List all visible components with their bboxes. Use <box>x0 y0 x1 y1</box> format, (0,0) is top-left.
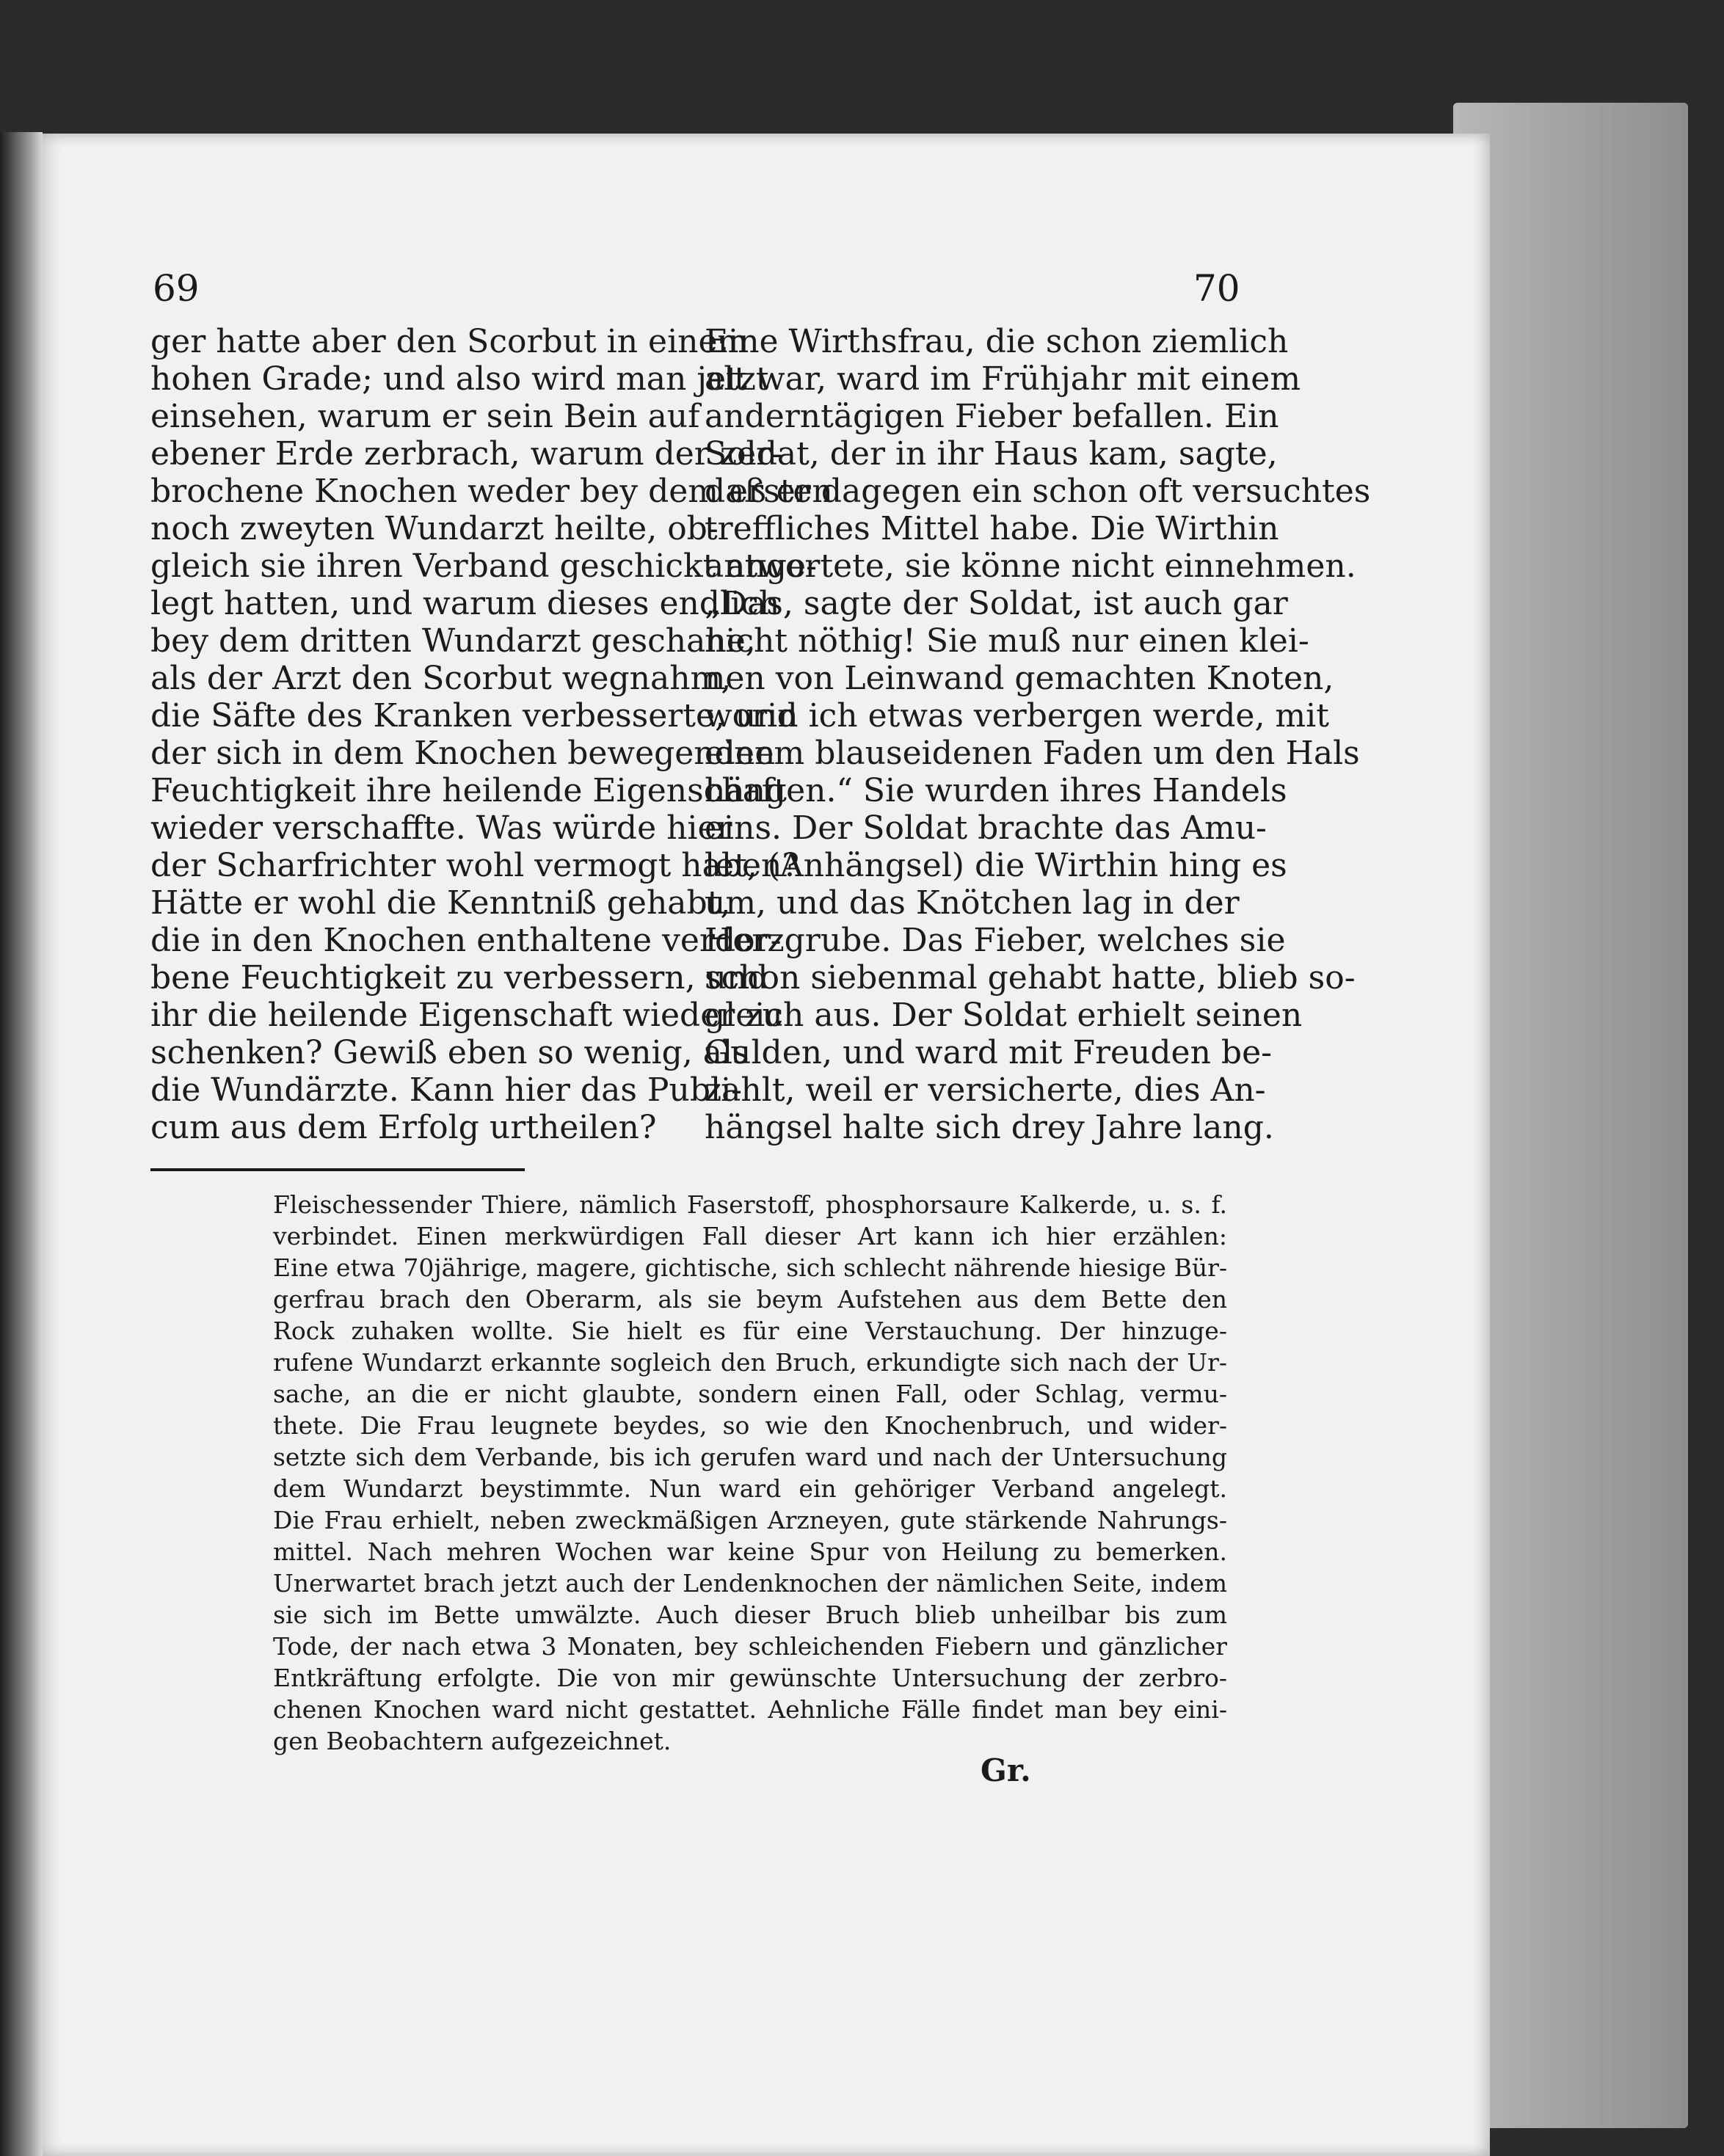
text-line: brochene Knochen weder bey dem ersten <box>150 473 833 510</box>
footnote-line: Entkräftung erfolgte. Die von mir gewünschte Untersuchung der zerbro- <box>273 1664 1227 1692</box>
text-line: treffliches Mittel habe. Die Wirthin <box>705 510 1279 547</box>
left-column <box>150 323 833 1146</box>
text-line: hängen.“ Sie wurden ihres Handels <box>705 772 1287 809</box>
text-line: die Wundärzte. Kann hier das Publi- <box>150 1071 743 1109</box>
text-line: hängsel halte sich drey Jahre lang. <box>705 1109 1274 1146</box>
text-line: die in den Knochen enthaltene verdor- <box>150 922 782 959</box>
footnote-line: Rock zuhaken wollte. Sie hielt es für eine Verstauchung. Der hinzuge- <box>273 1316 1227 1345</box>
text-line: cum aus dem Erfolg urtheilen? <box>150 1109 657 1146</box>
text-line: legt hatten, und warum dieses endlich <box>150 585 780 622</box>
text-line: schenken? Gewiß eben so wenig, als <box>150 1034 749 1071</box>
text-line: „Das, sagte der Soldat, ist auch gar <box>705 585 1288 622</box>
text-line: schon siebenmal gehabt hatte, blieb so- <box>705 959 1356 997</box>
footnote-line: Tode, der nach etwa 3 Monaten, bey schleichenden Fiebern und gänzlicher <box>273 1632 1227 1661</box>
text-line: nicht nöthig! Sie muß nur einen klei- <box>705 622 1309 660</box>
footnote-line: gen Beobachtern aufgezeichnet. <box>273 1727 672 1755</box>
text-line: eins. Der Soldat brachte das Amu- <box>705 809 1267 847</box>
footnote-line: mittel. Nach mehren Wochen war keine Spur von Heilung zu bemerken. <box>273 1537 1227 1566</box>
text-line: ger hatte aber den Scorbut in einem <box>150 323 749 360</box>
text-line: nen von Leinwand gemachten Knoten, <box>705 660 1334 697</box>
text-line: einem blauseidenen Faden um den Hals <box>705 735 1360 772</box>
text-line: Herzgrube. Das Fieber, welches sie <box>705 922 1286 959</box>
text-line: hohen Grade; und also wird man jetzt <box>150 360 769 398</box>
text-line: als der Arzt den Scorbut wegnahm, <box>150 660 732 697</box>
text-line: der sich in dem Knochen bewegenden <box>150 735 776 772</box>
footnote-line: sie sich im Bette umwälzte. Auch dieser Bruch blieb unheilbar bis zum <box>273 1600 1227 1629</box>
text-line: wieder verschaffte. Was würde hier <box>150 809 732 847</box>
text-line: Hätte er wohl die Kenntniß gehabt, <box>150 884 731 922</box>
text-line: daß er dagegen ein schon oft versuchtes <box>705 473 1371 510</box>
footnote-rule <box>150 1168 525 1171</box>
text-line: antwortete, sie könne nicht einnehmen. <box>705 547 1356 585</box>
footnote-line: setzte sich dem Verbande, bis ich gerufen ward und nach der Untersuchung <box>273 1443 1227 1471</box>
text-line: bene Feuchtigkeit zu verbessern, und <box>150 959 768 997</box>
footnote-line: verbindet. Einen merkwürdigen Fall dieser Art kann ich hier erzählen: <box>273 1222 1227 1250</box>
binding-edge <box>0 132 43 2156</box>
footnote-line: Eine etwa 70jährige, magere, gichtische, sich schlecht nährende hiesige Bür- <box>273 1253 1227 1282</box>
text-line: der Scharfrichter wohl vermogt haben? <box>150 847 799 884</box>
text-line: alt war, ward im Frühjahr mit einem <box>705 360 1301 398</box>
footnote-line: Fleischessender Thiere, nämlich Faserstoff, phosphorsaure Kalkerde, u. s. f. <box>273 1190 1227 1219</box>
text-line: Eine Wirthsfrau, die schon ziemlich <box>705 323 1289 360</box>
footnote-line: gerfrau brach den Oberarm, als sie beym Aufstehen aus dem Bette den <box>273 1285 1227 1314</box>
footnote <box>273 1189 1227 1757</box>
footnote-line: sache, an die er nicht glaubte, sondern einen Fall, oder Schlag, vermu- <box>273 1380 1227 1408</box>
text-line: Gulden, und ward mit Freuden be- <box>705 1034 1272 1071</box>
text-line: noch zweyten Wundarzt heilte, ob- <box>150 510 719 547</box>
footnote-line: Unerwartet brach jetzt auch der Lendenknochen der nämlichen Seite, indem <box>273 1569 1227 1598</box>
text-line: Feuchtigkeit ihre heilende Eigenschaft <box>150 772 787 809</box>
author-signature: Gr. <box>981 1752 1031 1788</box>
text-line: bey dem dritten Wundarzt geschahe, <box>150 622 756 660</box>
text-line: zahlt, weil er versicherte, dies An- <box>705 1071 1266 1109</box>
text-line: einsehen, warum er sein Bein auf <box>150 398 700 435</box>
text-line: worin ich etwas verbergen werde, mit <box>705 697 1329 735</box>
text-line: Soldat, der in ihr Haus kam, sagte, <box>705 435 1278 473</box>
text-line: um, und das Knötchen lag in der <box>705 884 1240 922</box>
text-line: let, (Anhängsel) die Wirthin hing es <box>705 847 1287 884</box>
footnote-line: dem Wundarzt beystimmte. Nun ward ein gehöriger Verband angelegt. <box>273 1474 1227 1503</box>
text-line: gleich sie ihren Verband geschickt ange- <box>150 547 817 585</box>
text-line: gleich aus. Der Soldat erhielt seinen <box>705 997 1303 1034</box>
text-line: ebener Erde zerbrach, warum der zer- <box>150 435 782 473</box>
footnote-line: Die Frau erhielt, neben zweckmäßigen Arzneyen, gute stärkende Nahrungs- <box>273 1506 1227 1534</box>
page-number-right: 70 <box>1193 267 1240 310</box>
page-number-left: 69 <box>153 267 200 310</box>
footnote-line: thete. Die Frau leugnete beydes, so wie den Knochenbruch, und wider- <box>273 1411 1227 1440</box>
text-line: die Säfte des Kranken verbesserte, und <box>150 697 798 735</box>
text-line: ihr die heilende Eigenschaft wieder zu <box>150 997 783 1034</box>
footnote-line: rufene Wundarzt erkannte sogleich den Bruch, erkundigte sich nach der Ur- <box>273 1348 1227 1377</box>
right-column <box>705 323 1371 1146</box>
footnote-line: chenen Knochen ward nicht gestattet. Aehnliche Fälle findet man bey eini- <box>273 1695 1227 1724</box>
text-line: anderntägigen Fieber befallen. Ein <box>705 398 1279 435</box>
